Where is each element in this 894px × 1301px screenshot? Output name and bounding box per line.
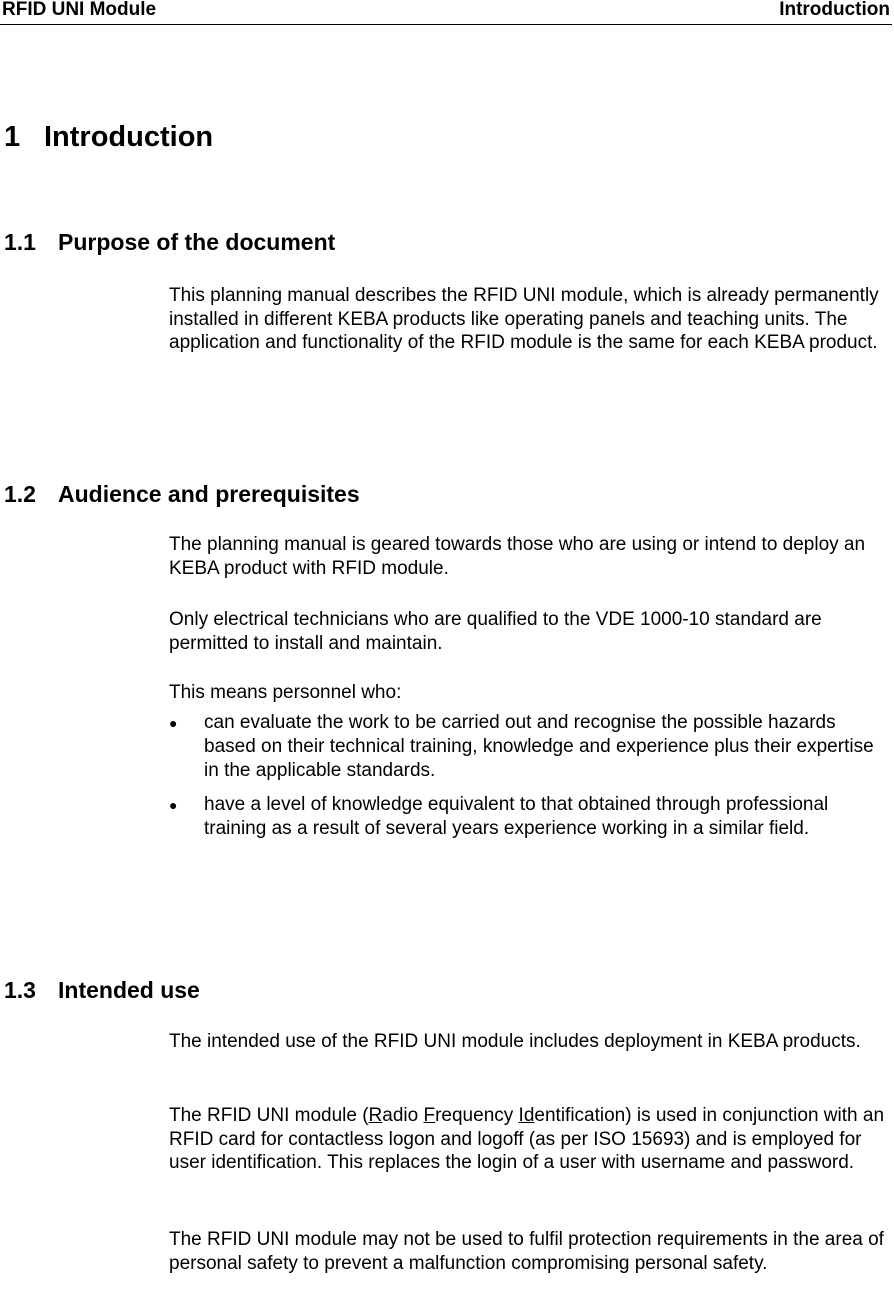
acronym-letter-r: R bbox=[368, 1105, 383, 1126]
list-item-text: can evaluate the work to be carried out and recognise the possible hazards based on their technical training, knowledge and experience plus their expertise in the applicable standards. bbox=[204, 712, 874, 781]
chapter-heading bbox=[4, 119, 213, 155]
section-title: Purpose of the document bbox=[58, 229, 336, 255]
header-document-title: RFID UNI Module bbox=[2, 0, 157, 20]
list-item-text: have a level of knowledge equivalent to that obtained through professional training as a result of several years experience working in a similar field. bbox=[204, 794, 829, 839]
paragraph-audience-3: This means personnel who: bbox=[169, 682, 402, 703]
section-number: 1.2 bbox=[4, 481, 36, 507]
section-title: Intended use bbox=[58, 977, 200, 1003]
section-number: 1.3 bbox=[4, 977, 36, 1003]
paragraph-audience-1: The planning manual is geared towards those who are using or intend to deploy an KEBA product with RFID module. bbox=[169, 534, 866, 579]
section-heading-intended-use bbox=[4, 976, 200, 1004]
paragraph-intended-use-2 bbox=[169, 1104, 891, 1175]
running-header bbox=[0, 0, 892, 25]
personnel-requirements-list bbox=[169, 711, 891, 851]
acronym-rest-r: adio bbox=[382, 1105, 424, 1126]
acronym-letters-id: Id bbox=[518, 1105, 535, 1126]
section-heading-audience bbox=[4, 480, 360, 508]
paragraph-tail: ) is used in conjunction with an RFID card for contactless logon and logoff (as per ISO 15693) and is employed for user identification. This replaces the login of a user with username and password. bbox=[169, 1105, 885, 1173]
acronym-letter-f: F bbox=[423, 1105, 436, 1126]
paragraph-intended-use-1: The intended use of the RFID UNI module includes deployment in KEBA products. bbox=[169, 1031, 861, 1052]
list-item bbox=[169, 793, 891, 841]
section-title: Audience and prerequisites bbox=[58, 481, 360, 507]
chapter-title: Introduction bbox=[44, 121, 214, 153]
paragraph-audience-2: Only electrical technicians who are qualified to the VDE 1000-10 standard are permitted to install and maintain. bbox=[169, 609, 822, 654]
bullet-icon: ● bbox=[169, 715, 178, 731]
acronym-rest-id: entification bbox=[534, 1105, 626, 1126]
chapter-number: 1 bbox=[4, 121, 21, 153]
list-item bbox=[169, 711, 891, 783]
acronym-rest-f: requency bbox=[435, 1105, 519, 1126]
section-number: 1.1 bbox=[4, 229, 36, 255]
paragraph-purpose: This planning manual describes the RFID UNI module, which is already permanently installed in different KEBA products like operating panels and teaching units. The application and functionality of the RFID module is the same for each KEBA product. bbox=[169, 285, 879, 353]
bullet-icon: ● bbox=[169, 797, 178, 813]
section-heading-purpose bbox=[4, 228, 335, 256]
paragraph-intended-use-3: The RFID UNI module may not be used to fulfil protection requirements in the area of personal safety to prevent a malfunction compromising personal safety. bbox=[169, 1229, 884, 1274]
paragraph-lead: The RFID UNI module ( bbox=[169, 1105, 369, 1126]
header-chapter-title: Introduction bbox=[779, 0, 890, 20]
